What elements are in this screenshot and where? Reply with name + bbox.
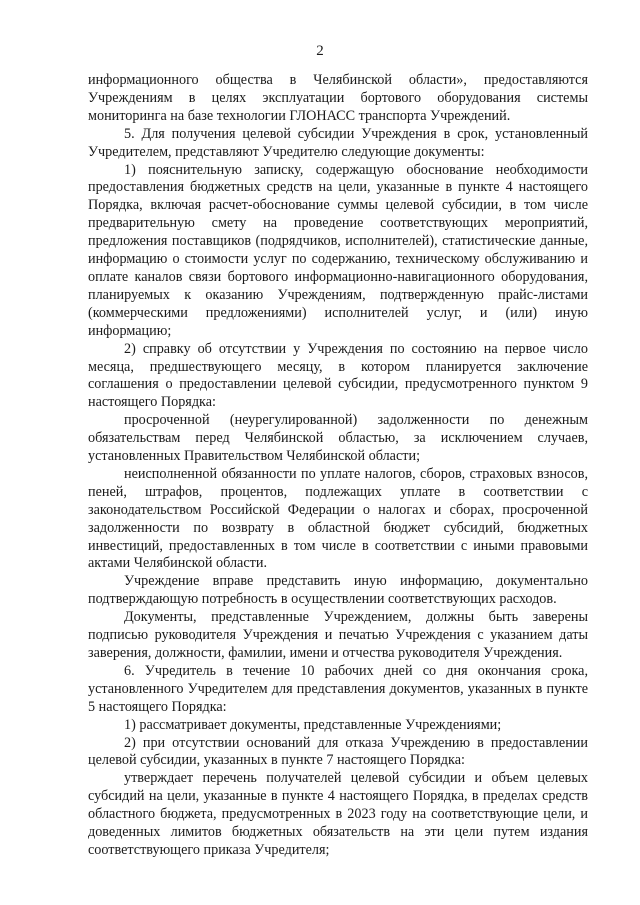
paragraph-item-6-subitem-2: 2) при отсутствии оснований для отказа Учреждению в предоставлении целевой субсидии, указанных в пункте 7 настоящего Порядка: [88, 734, 588, 769]
paragraph-other-info: Учреждение вправе представить иную информацию, документально подтверждающую потребность в осуществлении соответствующих расходов. [88, 573, 588, 608]
paragraph-approval: утверждает перечень получателей целевой субсидии и объем целевых субсидий на цели, указанные в пункте 4 настоящего Порядка, в пределах средств областного бюджета, предусмотренных в 2023 году на соответствующие цели, и доведенных лимитов бюджетных обязательств на эти цели путем издания соответствующего приказа Учредителя; [88, 770, 588, 858]
paragraph-continuation: информационного общества в Челябинской области», предоставляются Учреждениям в целях эксплуатации бортового оборудования системы мониторинга на базе технологии ГЛОНАСС транспорта Учреждений. [88, 72, 588, 124]
paragraph-overdue-debt: просроченной (неурегулированной) задолженности по денежным обязательствам перед Челябинской областью, за исключением случаев, установленных Правительством Челябинской области; [88, 412, 588, 465]
paragraph-item-6: 6. Учредитель в течение 10 рабочих дней со дня окончания срока, установленного Учредителем для представления документов, указанных в пункте 5 настоящего Порядка: [88, 662, 588, 715]
paragraph-item-6-subitem-1: 1) рассматривает документы, представленные Учреждениями; [124, 716, 502, 733]
paragraph-subitem-1: 1) пояснительную записку, содержащую обоснование необходимости предоставления бюджетных средств на цели, указанные в пункте 4 настоящего Порядка, включая расчет-обоснование суммы целевой субсидии, в том числе предварительную смету на проведение соответствующих мероприятий, предложения поставщиков (подрядчиков, исполнителей), статистические данные, информацию о стоимости услуг по содержанию, техническому обслуживанию и оплате каналов связи бортового информационно-навигационного оборудования, планируемых к оказанию Учреждениям, подтвержденную прайс-листами (коммерческими предложениями) исполнителей услуг, и (или) иную информацию; [88, 161, 588, 339]
paragraph-documents-certification: Документы, представленные Учреждением, должны быть заверены подписью руководителя Учреждения и печатью Учреждения с указанием даты заверения, должности, фамилии, имени и отчества руководителя Учреждения. [88, 609, 588, 661]
paragraph-item-5: 5. Для получения целевой субсидии Учреждения в срок, установленный Учредителем, представляют Учредителю следующие документы: [88, 125, 588, 160]
paragraph-unfulfilled-obligation: неисполненной обязанности по уплате налогов, сборов, страховых взносов, пеней, штрафов, процентов, подлежащих уплате в соответствии с законодательством Российской Федерации о налогах и сборах, просроченной задолженности по возврату в областной бюджет субсидий, бюджетных инвестиций, предоставленных в том числе в соответствии с иными правовыми актами Челябинской области. [88, 465, 588, 572]
document-body [88, 72, 588, 860]
paragraph-subitem-2: 2) справку об отсутствии у Учреждения по состоянию на первое число месяца, предшествующего месяцу, в котором планируется заключение соглашения о предоставлении целевой субсидии, предусмотренного пунктом 9 настоящего Порядка: [88, 340, 588, 411]
page-number: 2 [316, 43, 324, 59]
